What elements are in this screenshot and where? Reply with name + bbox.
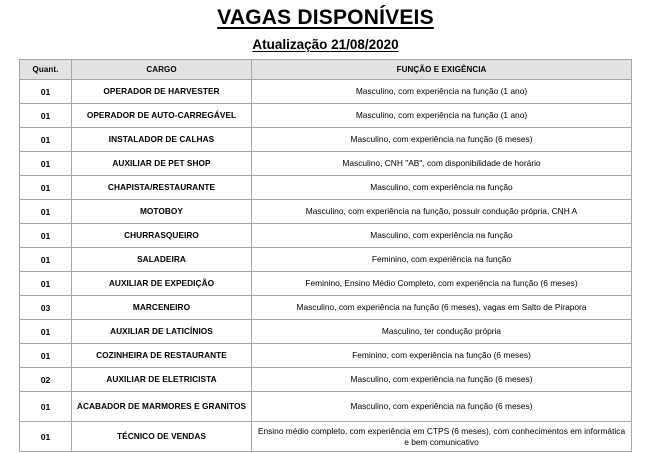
cell-funcao-exigencia: Masculino, com experiência na função: [252, 224, 632, 248]
cell-cargo: COZINHEIRA DE RESTAURANTE: [72, 344, 252, 368]
vacancies-table: [19, 59, 632, 452]
table-row: [20, 368, 632, 392]
cell-funcao-exigencia: Masculino, com experiência na função (6 meses): [252, 128, 632, 152]
cell-funcao-exigencia: Feminino, Ensino Médio Completo, com experiência na função (6 meses): [252, 272, 632, 296]
cell-funcao-exigencia: Feminino, com experiência na função (6 meses): [252, 344, 632, 368]
table-body: [20, 80, 632, 452]
table-row: [20, 104, 632, 128]
column-header-cargo: CARGO: [72, 60, 252, 80]
cell-quantity: 02: [20, 368, 72, 392]
cell-cargo: CHURRASQUEIRO: [72, 224, 252, 248]
cell-quantity: 01: [20, 344, 72, 368]
table-row: [20, 422, 632, 452]
cell-funcao-exigencia: Masculino, com experiência na função (1 ano): [252, 104, 632, 128]
cell-cargo: AUXILIAR DE ELETRICISTA: [72, 368, 252, 392]
document-page: [0, 6, 651, 453]
cell-cargo: SALADEIRA: [72, 248, 252, 272]
cell-cargo: AUXILIAR DE PET SHOP: [72, 152, 252, 176]
cell-funcao-exigencia: Masculino, com experiência na função: [252, 176, 632, 200]
table-row: [20, 200, 632, 224]
cell-cargo: INSTALADOR DE CALHAS: [72, 128, 252, 152]
cell-quantity: 01: [20, 422, 72, 452]
table-row: [20, 320, 632, 344]
table-row: [20, 80, 632, 104]
column-header-funcao-exigencia: FUNÇÃO E EXIGÊNCIA: [252, 60, 632, 80]
cell-quantity: 01: [20, 272, 72, 296]
cell-cargo: MARCENEIRO: [72, 296, 252, 320]
column-header-quantity: Quant.: [20, 60, 72, 80]
table-row: [20, 224, 632, 248]
cell-quantity: 01: [20, 392, 72, 422]
cell-cargo: OPERADOR DE HARVESTER: [72, 80, 252, 104]
cell-quantity: 01: [20, 128, 72, 152]
table-row: [20, 272, 632, 296]
cell-quantity: 01: [20, 200, 72, 224]
cell-quantity: 01: [20, 224, 72, 248]
page-subtitle-update-date: Atualização 21/08/2020: [252, 37, 399, 52]
table-row: [20, 344, 632, 368]
page-title: VAGAS DISPONÍVEIS: [217, 6, 434, 29]
cell-funcao-exigencia: Masculino, com experiência na função, possuir condução própria, CNH A: [252, 200, 632, 224]
cell-quantity: 01: [20, 320, 72, 344]
table-header-row: [20, 60, 632, 80]
cell-funcao-exigencia: Masculino, ter condução própria: [252, 320, 632, 344]
table-header: [20, 60, 632, 80]
table-row: [20, 128, 632, 152]
cell-cargo: OPERADOR DE AUTO-CARREGÁVEL: [72, 104, 252, 128]
cell-funcao-exigencia: Masculino, com experiência na função (6 meses): [252, 368, 632, 392]
cell-quantity: 03: [20, 296, 72, 320]
cell-quantity: 01: [20, 104, 72, 128]
table-row: [20, 392, 632, 422]
cell-cargo: TÉCNICO DE VENDAS: [72, 422, 252, 452]
cell-cargo: MOTOBOY: [72, 200, 252, 224]
cell-funcao-exigencia: Masculino, com experiência na função (6 meses), vagas em Salto de Pirapora: [252, 296, 632, 320]
vacancies-table-container: [19, 59, 631, 452]
table-row: [20, 248, 632, 272]
cell-quantity: 01: [20, 152, 72, 176]
table-row: [20, 296, 632, 320]
cell-quantity: 01: [20, 248, 72, 272]
cell-cargo: CHAPISTA/RESTAURANTE: [72, 176, 252, 200]
table-row: [20, 176, 632, 200]
cell-funcao-exigencia: Masculino, com experiência na função (6 meses): [252, 392, 632, 422]
cell-quantity: 01: [20, 80, 72, 104]
table-row: [20, 152, 632, 176]
cell-funcao-exigencia: Masculino, CNH "AB", com disponibilidade de horário: [252, 152, 632, 176]
cell-funcao-exigencia: Feminino, com experiência na função: [252, 248, 632, 272]
cell-funcao-exigencia: Masculino, com experiência na função (1 ano): [252, 80, 632, 104]
cell-cargo: AUXILIAR DE LATICÍNIOS: [72, 320, 252, 344]
cell-funcao-exigencia: Ensino médio completo, com experiência em CTPS (6 meses), com conhecimentos em informática e bem comunicativo: [252, 422, 632, 452]
cell-quantity: 01: [20, 176, 72, 200]
cell-cargo: AUXILIAR DE EXPEDIÇÃO: [72, 272, 252, 296]
cell-cargo: ACABADOR DE MARMORES E GRANITOS: [72, 392, 252, 422]
